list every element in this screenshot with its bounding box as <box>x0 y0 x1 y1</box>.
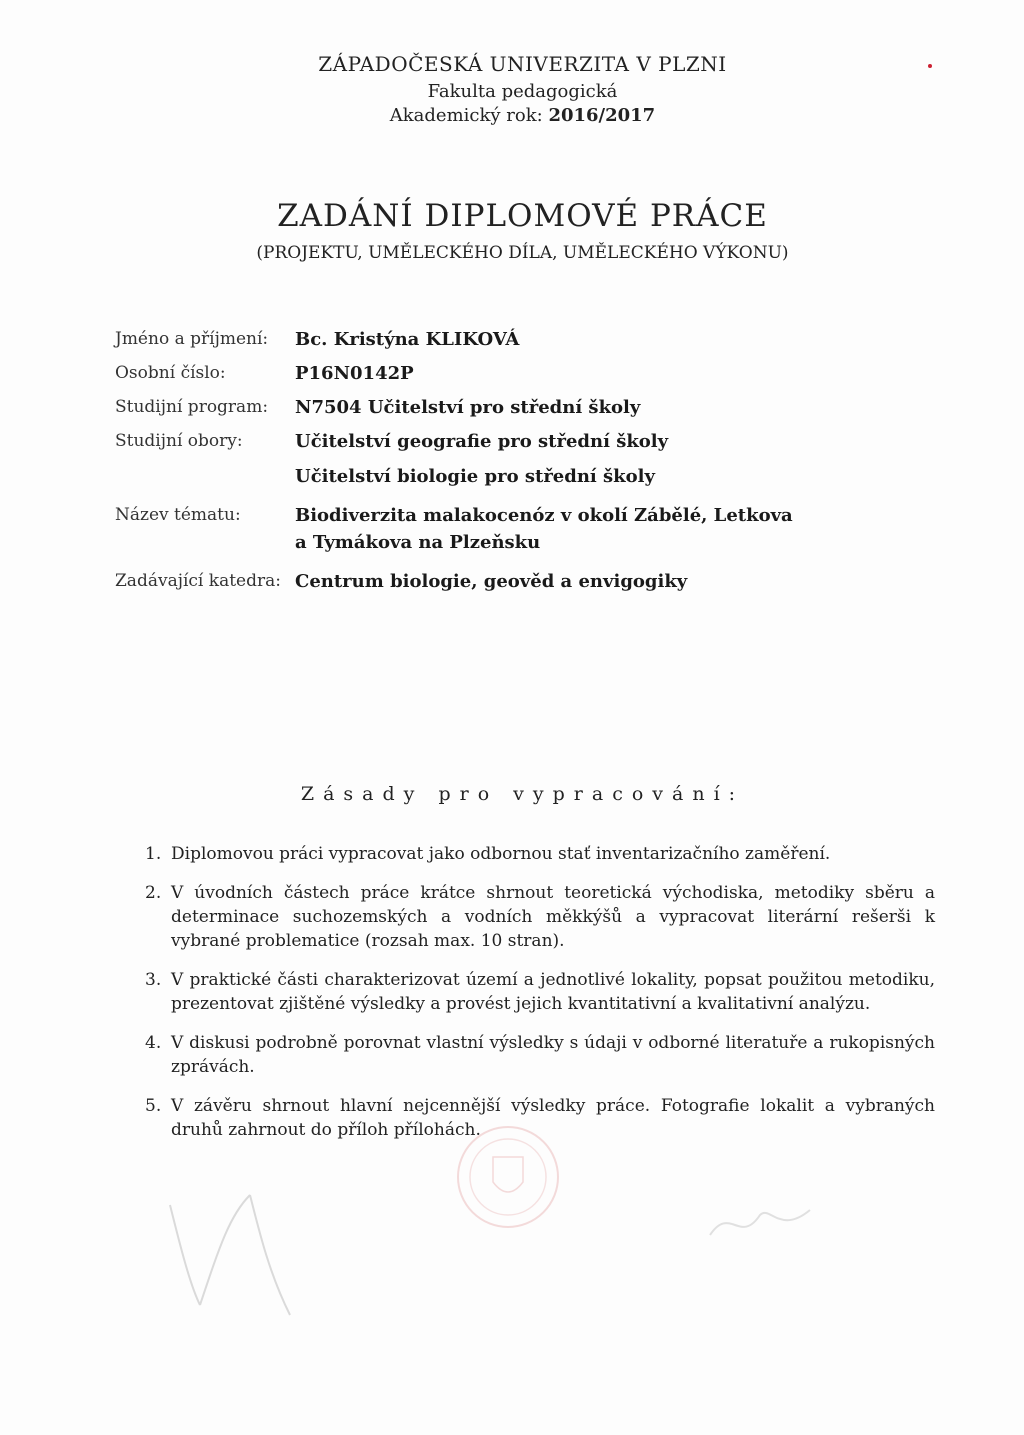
item-text: Diplomovou práci vypracovat jako odbornou stať inventarizačního zaměření. <box>171 844 831 864</box>
name-value: Bc. Kristýna KLIKOVÁ <box>295 329 520 350</box>
list-item <box>145 968 935 1016</box>
item-number: 1. <box>145 844 162 864</box>
fields-value-2: Učitelství biologie pro střední školy <box>295 466 655 487</box>
topic-label: Název tématu: <box>115 505 241 525</box>
principles-heading: Zásady pro vypracování: <box>300 783 745 805</box>
academic-year <box>0 105 1024 126</box>
fields-label: Studijní obory: <box>115 431 243 451</box>
id-value: P16N0142P <box>295 363 414 384</box>
university-stamp-icon <box>448 1122 568 1232</box>
name-row <box>115 326 875 353</box>
document-subtitle: (PROJEKTU, UMĚLECKÉHO DÍLA, UMĚLECKÉHO VÝKONU) <box>256 243 789 263</box>
item-text: V závěru shrnout hlavní nejcennější výsledky práce. Fotografie lokalit a vybraných druhů zahrnout do příloh přílohách. <box>171 1096 935 1140</box>
academic-year-value: 2016/2017 <box>548 105 656 126</box>
principles-list <box>145 842 935 1157</box>
list-item <box>145 1031 935 1079</box>
dept-row <box>115 568 875 595</box>
name-label: Jméno a příjmení: <box>115 329 269 349</box>
dept-label: Zadávající katedra: <box>115 571 281 591</box>
id-row <box>115 360 875 387</box>
program-value: N7504 Učitelství pro střední školy <box>295 397 641 418</box>
item-number: 4. <box>145 1033 162 1053</box>
item-number: 5. <box>145 1096 162 1116</box>
program-label: Studijní program: <box>115 397 269 417</box>
topic-value-1: Biodiverzita malakocenóz v okolí Zábělé, Letkova <box>295 505 793 526</box>
topic-row <box>115 502 875 556</box>
program-row <box>115 394 875 421</box>
topic-value-2: a Tymákova na Plzeňsku <box>295 532 541 553</box>
dean-signature-icon <box>700 1195 820 1255</box>
academic-year-label: Akademický rok: <box>389 105 543 126</box>
fields-value-1: Učitelství geografie pro střední školy <box>295 431 669 452</box>
document-title: ZADÁNÍ DIPLOMOVÉ PRÁCE <box>277 198 768 234</box>
university-name: ZÁPADOČESKÁ UNIVERZITA V PLZNI <box>318 52 727 76</box>
item-number: 2. <box>145 883 162 903</box>
fields-row <box>115 428 875 490</box>
dept-value: Centrum biologie, geověd a envigogiky <box>295 571 688 592</box>
item-text: V diskusi podrobně porovnat vlastní výsledky s údaji v odborné literatuře a rukopisných zprávách. <box>171 1033 935 1077</box>
signature-icon <box>160 1185 320 1325</box>
topic-value <box>295 502 793 556</box>
item-text: V úvodních částech práce krátce shrnout teoretická východiska, metodiky sběru a determinace suchozemských a vodních měkkýšů a vypracovat literární rešerši k vybrané problematice (rozsah max. 10 stran). <box>171 883 935 951</box>
faculty-name: Fakulta pedagogická <box>427 81 618 102</box>
item-number: 3. <box>145 970 162 990</box>
list-item <box>145 842 935 866</box>
list-item <box>145 881 935 953</box>
fields-value <box>295 428 668 490</box>
id-label: Osobní číslo: <box>115 363 226 383</box>
student-info <box>115 326 875 595</box>
item-text: V praktické části charakterizovat území a jednotlivé lokality, popsat použitou metodiku, prezentovat zjištěné výsledky a provést jejich kvantitativní a kvalitativní analýzu. <box>171 970 935 1014</box>
